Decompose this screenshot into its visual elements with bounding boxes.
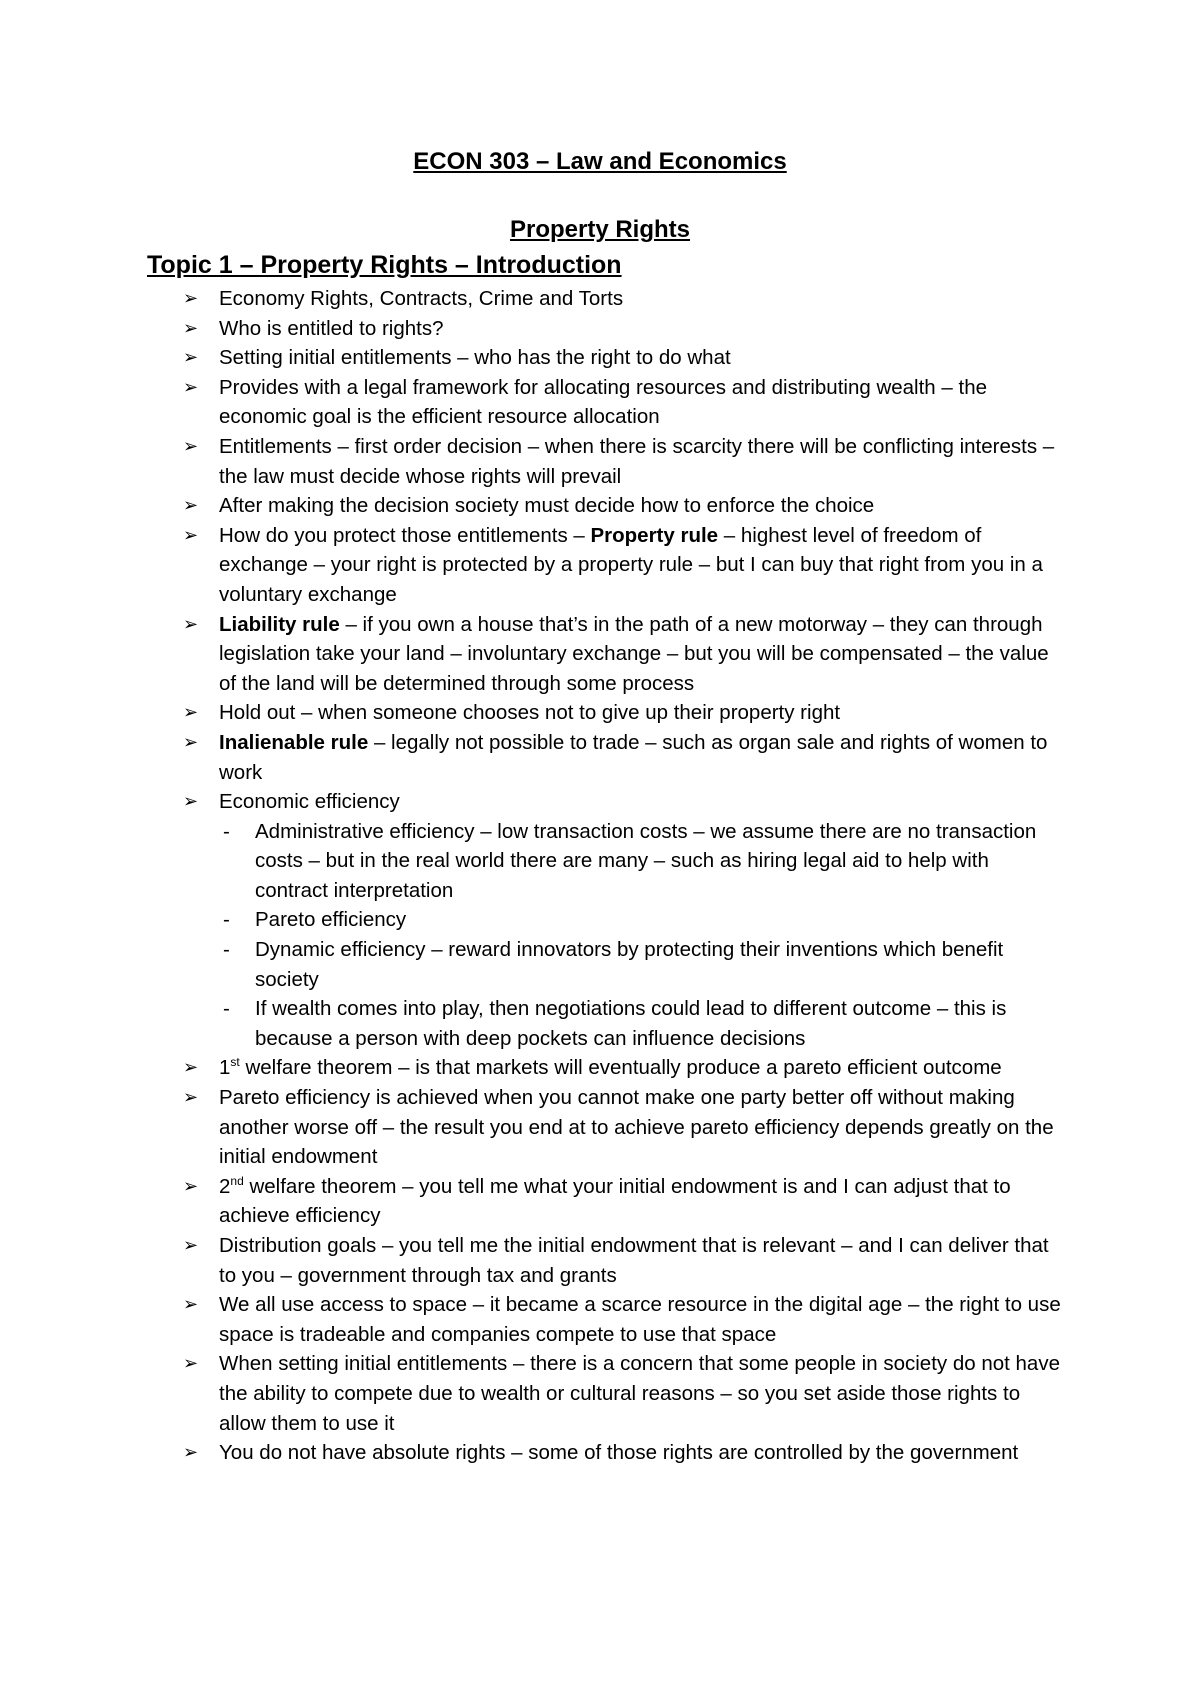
term-property-rule: Property rule xyxy=(590,523,719,547)
sub-list-item: - If wealth comes into play, then negotiations could lead to different outcome – this is because a person with deep pockets can influence decisions xyxy=(219,994,1067,1053)
list-item: ➢ Economy Rights, Contracts, Crime and Torts xyxy=(147,284,1067,314)
arrow-bullet-icon: ➢ xyxy=(183,1442,199,1463)
arrow-bullet-icon: ➢ xyxy=(183,1175,199,1196)
document-title: ECON 303 – Law and Economics xyxy=(413,148,787,175)
list-item: ➢ Liability rule – if you own a house that’s in the path of a new motorway – they can through legislation take your land – involuntary exchange – but you will be compensated – the value of the land will be determined through some process xyxy=(147,610,1067,699)
bullet-list xyxy=(147,284,1067,1468)
arrow-bullet-icon: ➢ xyxy=(183,613,199,634)
arrow-bullet-icon: ➢ xyxy=(183,435,199,456)
arrow-bullet-icon: ➢ xyxy=(183,376,199,397)
arrow-bullet-icon: ➢ xyxy=(183,524,199,545)
list-item: ➢ After making the decision society must decide how to enforce the choice xyxy=(147,491,1067,521)
arrow-bullet-icon: ➢ xyxy=(183,791,199,812)
arrow-bullet-icon: ➢ xyxy=(183,1353,199,1374)
list-item: ➢ Economic efficiency - Administrative efficiency – low transaction costs – we assume there are no transaction costs – but in the real world there are many – such as hiring legal aid to help with contract interpretation - Pareto efficiency - Dynamic efficiency – reward innovators by protecting their inventions which benefit society - If wealth comes into play, then negotiations could lead to different outcome – this is because a person with deep pockets can influence decisions xyxy=(147,787,1067,1053)
arrow-bullet-icon: ➢ xyxy=(183,1235,199,1255)
arrow-bullet-icon: ➢ xyxy=(183,1294,199,1315)
list-item: ➢ Distribution goals – you tell me the initial endowment that is relevant – and I can deliver that to you – government through tax and grants xyxy=(147,1231,1067,1290)
topic-heading: Topic 1 – Property Rights – Introduction xyxy=(147,251,622,279)
list-item: ➢ Entitlements – first order decision – when there is scarcity there will be conflicting interests – the law must decide whose rights will prevail xyxy=(147,432,1067,491)
arrow-bullet-icon: ➢ xyxy=(183,702,199,723)
dash-bullet-icon: - xyxy=(223,997,230,1021)
dash-bullet-icon: - xyxy=(223,819,230,843)
sub-bullet-list xyxy=(219,817,1067,1054)
list-item: ➢ Hold out – when someone chooses not to give up their property right xyxy=(147,698,1067,728)
list-item: ➢ We all use access to space – it became a scarce resource in the digital age – the right to use space is tradeable and companies compete to use that space xyxy=(147,1290,1067,1349)
notes-body xyxy=(147,284,1067,1468)
list-item: ➢ How do you protect those entitlements – Property rule – highest level of freedom of exchange – your right is protected by a property rule – but I can buy that right from you in a voluntary exchange xyxy=(147,521,1067,610)
sub-list-item: - Dynamic efficiency – reward innovators by protecting their inventions which benefit society xyxy=(219,935,1067,994)
list-item: ➢ Inalienable rule – legally not possible to trade – such as organ sale and rights of women to work xyxy=(147,728,1067,787)
list-item: ➢ Pareto efficiency is achieved when you cannot make one party better off without making another worse off – the result you end at to achieve pareto efficiency depends greatly on the initial endowment xyxy=(147,1083,1067,1172)
arrow-bullet-icon: ➢ xyxy=(183,495,199,516)
list-item: ➢ When setting initial entitlements – there is a concern that some people in society do not have the ability to compete due to wealth or cultural reasons – so you set aside those rights to allow them to use it xyxy=(147,1349,1067,1438)
arrow-bullet-icon: ➢ xyxy=(183,288,199,308)
arrow-bullet-icon: ➢ xyxy=(183,731,199,752)
list-item: ➢ Provides with a legal framework for allocating resources and distributing wealth – the economic goal is the efficient resource allocation xyxy=(147,373,1067,432)
list-item: ➢ Setting initial entitlements – who has the right to do what xyxy=(147,343,1067,373)
list-item: ➢ 1st welfare theorem – is that markets will eventually produce a pareto efficient outcome xyxy=(147,1053,1067,1083)
sub-list-item: - Pareto efficiency xyxy=(219,905,1067,935)
list-item: ➢ You do not have absolute rights – some of those rights are controlled by the government xyxy=(147,1438,1067,1468)
sub-list-item: - Administrative efficiency – low transaction costs – we assume there are no transaction costs – but in the real world there are many – such as hiring legal aid to help with contract interpretation xyxy=(219,817,1067,906)
term-inalienable-rule: Inalienable rule xyxy=(219,730,369,754)
list-item: ➢ Who is entitled to rights? xyxy=(147,314,1067,344)
list-item: ➢ 2nd welfare theorem – you tell me what your initial endowment is and I can adjust that to achieve efficiency xyxy=(183,1173,1011,1228)
dash-bullet-icon: - xyxy=(223,938,230,962)
term-liability-rule: Liability rule xyxy=(219,612,340,636)
arrow-bullet-icon: ➢ xyxy=(183,1057,199,1078)
arrow-bullet-icon: ➢ xyxy=(183,317,199,338)
document-subtitle: Property Rights xyxy=(509,216,691,243)
arrow-bullet-icon: ➢ xyxy=(183,347,199,368)
dash-bullet-icon: - xyxy=(223,908,230,932)
arrow-bullet-icon: ➢ xyxy=(183,1087,199,1108)
